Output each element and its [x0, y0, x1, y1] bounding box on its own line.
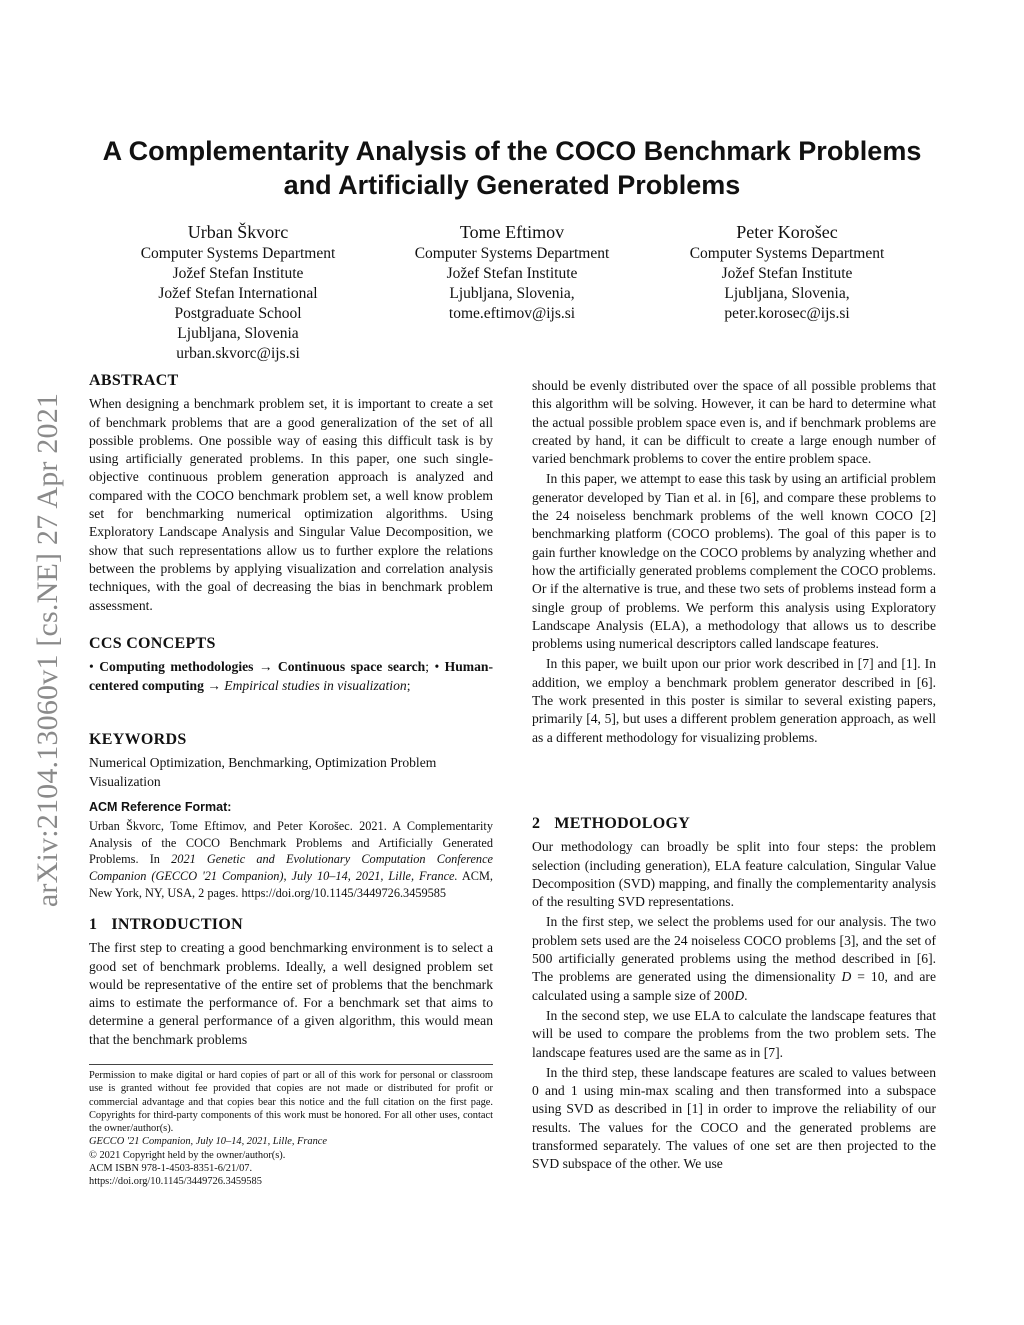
ccs-concept: Empirical studies in visualization [224, 677, 407, 693]
intro-paragraph: should be evenly distributed over the space of all possible problems that this algorithm will be solving. However, it can be hard to determine what the actual possible problem space even is, and if benchmark problems are created by hand, it can be difficult to create a large enough number of varied benchmark problems to cover the entire problem space. [532, 378, 936, 467]
title-line-2: and Artificially Generated Problems [283, 170, 741, 200]
abstract-section [89, 372, 493, 615]
author-affiliation: Computer Systems Department [414, 245, 610, 262]
acm-reference-text [89, 818, 493, 901]
copyright-line: © 2021 Copyright held by the owner/author(s). [89, 1149, 286, 1161]
arrow: → [203, 677, 225, 693]
author-email: urban.skvorc@ijs.si [176, 345, 300, 362]
paper-title [60, 134, 964, 202]
ccs-concept: Continuous space search [277, 659, 426, 675]
paragraph-text: . [744, 987, 748, 1003]
reference-venue: 2021 Genetic and Evolutionary Computation Conference Companion (GECCO '21 Companion), July 10–14, 2021, Lille, France. [89, 852, 493, 884]
author-2 [415, 220, 610, 324]
footnote-rule [89, 1064, 493, 1065]
methodology-section [532, 815, 936, 1174]
author-1 [141, 220, 336, 364]
footnote [89, 1064, 493, 1189]
author-email: tome.eftimov@ijs.si [448, 305, 576, 322]
keywords-text: Numerical Optimization, Benchmarking, Optimization Problem Visualization [89, 755, 437, 789]
separator: ; [406, 677, 411, 693]
author-affiliation: Ljubljana, Slovenia [177, 325, 299, 342]
ccs-heading: CCS CONCEPTS [89, 635, 216, 652]
methodology-paragraph [532, 913, 936, 1004]
introduction-heading [89, 916, 493, 934]
methodology-paragraph: In the third step, these landscape features are scaled to values between 0 and 1 using min-max scaling and then transformed into a subspace using SVD as described in [1] in order to improve the reliability of our results. The values for the COCO and the generated problems are transformed separately. The values of one set are then projected to the SVD subspace of the other. We use [532, 1064, 936, 1172]
keywords-section [89, 731, 493, 791]
ccs-section [89, 635, 493, 695]
section-title: INTRODUCTION [111, 916, 243, 933]
ccs-concept: Computing methodologies [99, 659, 254, 675]
methodology-paragraph: In the second step, we use ELA to calculate the landscape features that will be used to compare the problems from the two problem sets. The landscape features used are the same as in [7]. [532, 1007, 936, 1060]
author-affiliation: Ljubljana, Slovenia, [449, 285, 575, 302]
arxiv-id: arXiv:2104.13060v1 [cs.NE] 27 Apr 2021 [31, 392, 64, 908]
intro-paragraph: In this paper, we built upon our prior work described in [7] and [1]. In addition, we employ a benchmark problem generator described in [6]. The work presented in this poster is similar to several existing papers, primarily [4, 5], but uses a different problem generation approach, as well as a different methodology for visualizing problems. [532, 656, 936, 745]
section-number: 1 [89, 916, 98, 933]
author-affiliation: Ljubljana, Slovenia, [724, 285, 850, 302]
methodology-paragraph: Our methodology can broadly be split into four steps: the problem selection (including generation), ELA feature calculation, Singular Value Decomposition (SVD) mapping, and finally the complementarity analysis of the resulting SVD representations. [532, 839, 936, 910]
section-title: METHODOLOGY [554, 815, 691, 832]
isbn-line: ACM ISBN 978-1-4503-8351-6/21/07. [89, 1163, 253, 1175]
abstract-text: When designing a benchmark problem set, it is important to create a set of benchmark problems that are a good generalization of the set of all possible problems. One possible way of easing this difficult task is by using artificially generated problems. In this paper, one such single-objective continuous problem generation approach is analyzed and compared with the COCO benchmark problem set, a well know problem set for benchmarking numerical optimization algorithms. Using Exploratory Landscape Analysis and Singular Value Decomposition, we show that such representations allow us to further explore the relations between the problems by applying visualization and correlation analysis techniques, with the goal of decreasing the bias in benchmark problem assessment. [89, 396, 493, 613]
paragraph-text: In the first step, we select the problems used for our analysis. The two problem sets used are the 24 noiseless COCO problems [3], and the set of 500 artificially generated problems using the method described in [6]. The problems are generated using the dimensionality [532, 914, 936, 985]
introduction-section [89, 916, 493, 1049]
math-variable: D [734, 987, 745, 1003]
introduction-continued [532, 377, 936, 747]
keywords-heading: KEYWORDS [89, 731, 187, 748]
author-affiliation: Jožef Stefan Institute [172, 265, 304, 282]
reference-text: ACM, New York, NY, USA, 2 pages. https://doi.org/10.1145/3449726.3459585 [89, 869, 493, 900]
author-affiliation: Jožef Stefan Institute [446, 265, 578, 282]
methodology-heading [532, 815, 936, 833]
arrow: → [253, 659, 278, 675]
abstract-heading: ABSTRACT [89, 372, 179, 389]
permission-notice: Permission to make digital or hard copies of part or all of this work for personal or classroom use is granted without fee provided that copies are not made or distributed for profit or commercial advantage and that copies bear this notice and the full citation on the first page. Copyrights for third-party components of this work must be honored. For all other uses, contact the owner/author(s). [89, 1070, 493, 1135]
math-variable: D [841, 969, 852, 985]
conference-line [89, 1135, 493, 1148]
author-affiliation: Jožef Stefan International [158, 285, 318, 302]
intro-paragraph: In this paper, we attempt to ease this task by using an artificial problem generator developed by Tian et al. in [6], and compare these problems to the 24 noiseless benchmark problems of the well known COCO [2] benchmarking platform (COCO problems). The goal of this paper is to gain further knowledge on the COCO problems by analyzing whether and how the artificially generated problems complement the COCO problems. Or if the alternative is true, and these two sets of problems instead form a single group of problems. We perform this analysis using Exploratory Landscape Analysis (ELA), a methodology that allows us to describe problems using numerical descriptors called landscape features. [532, 471, 936, 652]
bullet: • [89, 659, 100, 675]
acm-reference-heading: ACM Reference Format: [89, 800, 232, 814]
author-affiliation: Computer Systems Department [689, 245, 885, 262]
acm-reference [89, 798, 493, 901]
title-line-1: A Complementarity Analysis of the COCO Benchmark Problems [102, 136, 922, 166]
author-name: Peter Korošec [736, 222, 838, 242]
author-affiliation: Postgraduate School [174, 305, 302, 322]
ccs-text [89, 658, 493, 695]
author-name: Tome Eftimov [459, 222, 565, 242]
author-3 [690, 220, 885, 324]
author-affiliation: Jožef Stefan Institute [721, 265, 853, 282]
ccs-concept: Human-centered computing [89, 659, 494, 693]
author-name: Urban Škvorc [187, 222, 289, 242]
separator: ; • [425, 659, 445, 675]
section-number: 2 [532, 815, 541, 832]
arxiv-stamp [28, 350, 68, 950]
author-email: peter.korosec@ijs.si [724, 305, 850, 322]
intro-paragraph: The first step to creating a good benchmarking environment is to select a good set of benchmark problems. Ideally, a well designed problem set would be representative of the entire set of problems that the benchmark aims to estimate the performance of. For a benchmark set that aims to determine a general performance of a given algorithm, this would mean that the benchmark problems [89, 940, 493, 1047]
author-affiliation: Computer Systems Department [140, 245, 336, 262]
reference-text: Urban Škvorc, Tome Eftimov, and Peter Korošec. 2021. A Complementarity Analysis of the COCO Benchmark Problems and Artificially Generated Problems. In [89, 819, 493, 867]
conference-name: GECCO '21 Companion, July 10–14, 2021, Lille, France [89, 1136, 328, 1148]
doi-line: https://doi.org/10.1145/3449726.3459585 [89, 1176, 262, 1188]
paragraph-text: = 10, and are calculated using a sample size of 200 [532, 969, 936, 1003]
